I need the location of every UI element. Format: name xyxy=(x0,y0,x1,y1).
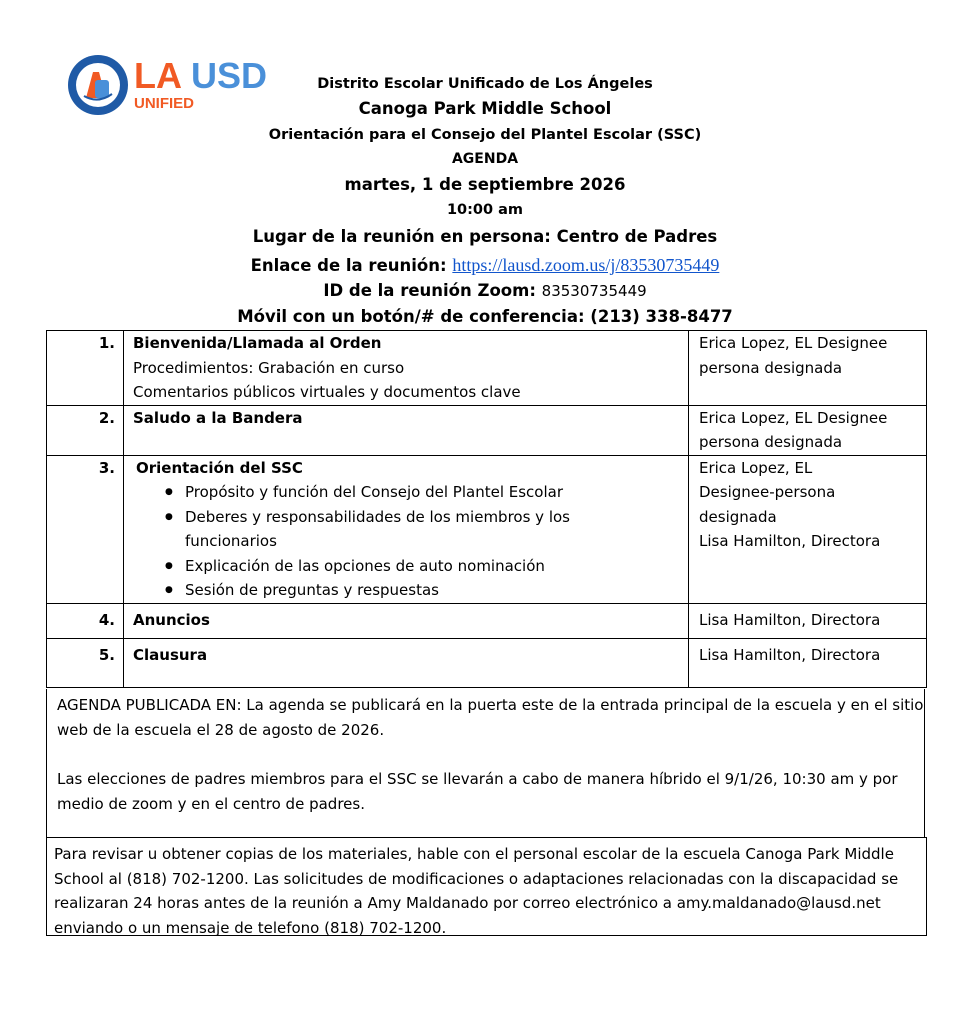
list-item: ● Propósito y función del Consejo del Plantel Escolar xyxy=(133,480,688,505)
contact-notice: Para revisar u obtener copias de los materiales, hable con el personal escolar de la escuela Canoga Park Middle School al (818) 702-1200. Las solicitudes de modificaciones o adaptaciones relacionadas con la discapacidad se realizaran 24 horas antes de la reunión a Amy Maldanado por correo electrónico a amy.maldanado@lausd.net enviando o un mensaje de telefono (818) 702-1200. xyxy=(46,837,927,936)
item-presenter xyxy=(689,331,927,406)
agenda-notice xyxy=(46,689,925,838)
list-item: ● Explicación de las opciones de auto nominación xyxy=(133,554,688,579)
item-presenter xyxy=(689,405,927,455)
district-name: Distrito Escolar Unificado de Los Ángeles xyxy=(317,76,653,92)
item-line: Procedimientos: Grabación en curso xyxy=(133,358,405,377)
meeting-date: martes, 1 de septiembre 2026 xyxy=(344,175,626,194)
svg-text:USD: USD xyxy=(191,55,268,96)
meeting-location: Lugar de la reunión en persona: Centro de Padres xyxy=(252,227,718,246)
school-name: Canoga Park Middle School xyxy=(358,99,612,118)
list-item: ● Sesión de preguntas y respuestas xyxy=(133,578,688,603)
zoom-id-line xyxy=(0,283,970,300)
zoom-id-label: ID de la reunión Zoom: xyxy=(323,281,536,300)
item-content xyxy=(124,638,689,687)
meeting-time: 10:00 am xyxy=(446,202,524,218)
posting-notice: AGENDA PUBLICADA EN: La agenda se publicará en la puerta este de la entrada principal de la escuela y en el sitio web de la escuela el 28 de agosto de 2026. xyxy=(57,696,924,739)
agenda-row xyxy=(47,405,927,455)
meeting-subtitle: Orientación para el Consejo del Plantel Escolar (SSC) xyxy=(268,127,702,143)
item-content xyxy=(124,455,689,603)
item-title: Orientación del SSC xyxy=(136,458,303,477)
presenter-line: Erica Lopez, EL Designee xyxy=(699,334,888,352)
item-line: Comentarios públicos virtuales y documentos clave xyxy=(133,383,521,401)
item-presenter xyxy=(689,638,927,687)
presenter-line: Lisa Hamilton, Directora xyxy=(699,610,881,629)
item-content xyxy=(124,603,689,638)
item-title: Clausura xyxy=(133,645,208,664)
elections-notice: Las elecciones de padres miembros para el SSC se llevarán a cabo de manera híbrido el 9/1/26, 10:30 am y por medio de zoom y en el centro de padres. xyxy=(57,770,898,813)
agenda-label: AGENDA xyxy=(451,151,519,167)
meeting-link-line xyxy=(0,256,970,275)
presenter-line: designada xyxy=(699,507,777,526)
svg-text:UNIFIED: UNIFIED xyxy=(134,95,194,112)
item-content xyxy=(124,331,689,406)
item-number: 2. xyxy=(47,405,124,455)
item-number: 1. xyxy=(47,331,124,406)
presenter-line: Erica Lopez, EL Designee xyxy=(699,408,888,427)
presenter-line: persona designada xyxy=(699,358,843,377)
presenter-line: persona designada xyxy=(699,433,843,451)
item-title: Bienvenida/Llamada al Orden xyxy=(133,334,382,352)
agenda-row xyxy=(47,638,927,687)
presenter-line: Lisa Hamilton, Directora xyxy=(699,645,881,664)
meeting-link-label: Enlace de la reunión: xyxy=(250,256,447,275)
item-bullet-list xyxy=(133,480,688,603)
item-number: 5. xyxy=(47,638,124,687)
agenda-row xyxy=(47,603,927,638)
presenter-line: Erica Lopez, EL xyxy=(699,458,813,477)
presenter-line: Designee-persona xyxy=(699,483,836,501)
item-presenter xyxy=(689,455,927,603)
zoom-link[interactable]: https://lausd.zoom.us/j/83530735449 xyxy=(452,255,720,275)
svg-text:LA: LA xyxy=(134,55,182,96)
item-number: 3. xyxy=(47,455,124,603)
agenda-row xyxy=(47,331,927,406)
item-title: Saludo a la Bandera xyxy=(133,408,303,427)
item-title: Anuncios xyxy=(133,610,210,629)
phone-line: Móvil con un botón/# de conferencia: (213) 338-8477 xyxy=(237,307,733,326)
list-item: ● Deberes y responsabilidades de los miembros y los funcionarios xyxy=(133,505,688,554)
item-content xyxy=(124,405,689,455)
zoom-id-value: 83530735449 xyxy=(541,282,647,300)
agenda-row xyxy=(47,455,927,603)
item-presenter xyxy=(689,603,927,638)
agenda-table xyxy=(46,330,927,688)
presenter-line: Lisa Hamilton, Directora xyxy=(699,532,881,550)
item-number: 4. xyxy=(47,603,124,638)
